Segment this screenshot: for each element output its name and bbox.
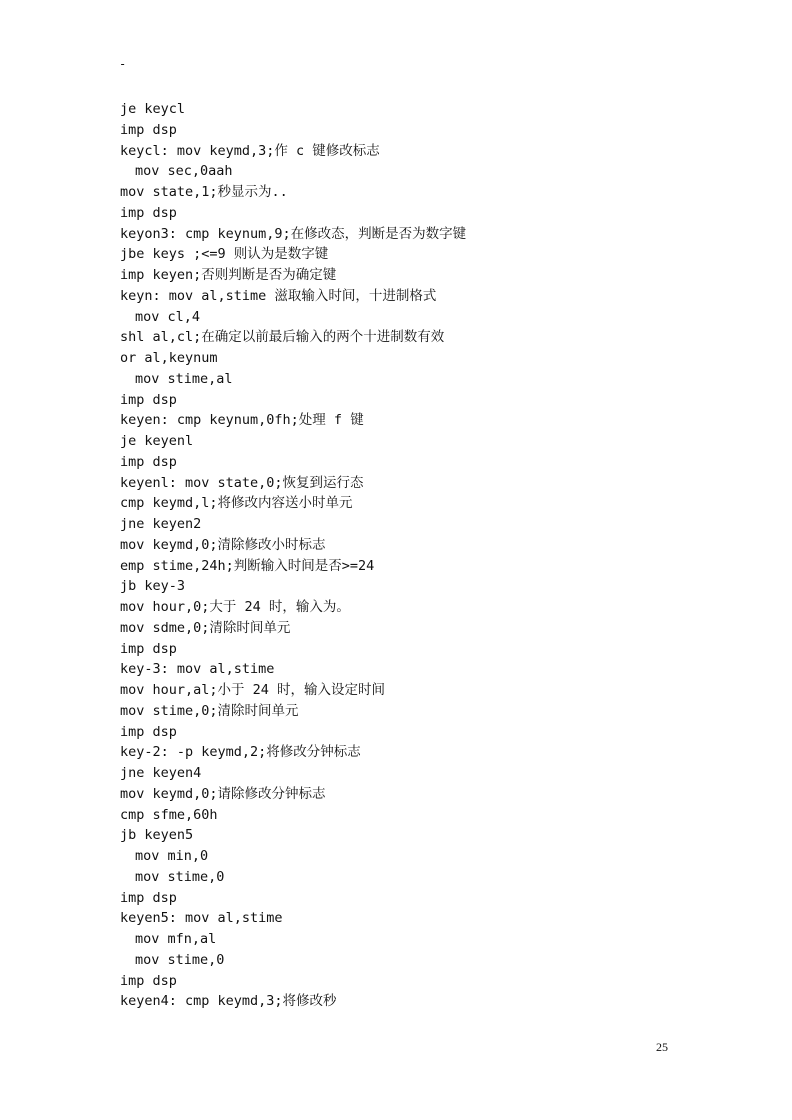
code-line: jbe keys ;<=9 则认为是数字键	[120, 246, 329, 263]
page-number: 25	[656, 1040, 668, 1054]
code-line: mov state,1;秒显示为..	[120, 184, 288, 200]
code-line: jb key-3	[120, 578, 186, 595]
code-line: keyn: mov al,stime 滋取输入时间，十进制格式	[120, 287, 437, 304]
code-line: jne keyen4	[120, 765, 202, 781]
code-line: mov stime,al	[135, 370, 233, 387]
code-line: cmp sfme,60h	[120, 806, 218, 823]
code-line: mov min,0	[135, 848, 209, 864]
code-line: keycl: mov keymd,3;作 c 键修改标志	[120, 142, 380, 159]
code-line: keyenl: mov state,0;恢复到运行态	[120, 474, 364, 491]
code-line: jb keyen5	[120, 827, 194, 844]
code-line: imp dsp	[120, 889, 177, 906]
code-line: mov stime,0	[135, 951, 225, 968]
code-listing	[120, 99, 760, 1012]
code-line: mov keymd,0;请除修改分钟标志	[120, 785, 326, 802]
code-line: mov stime,0	[135, 868, 225, 885]
code-line: imp dsp	[120, 453, 177, 470]
code-line: keyen4: cmp keymd,3;将修改秒	[120, 993, 337, 1010]
code-line: or al,keynum	[120, 350, 218, 366]
code-line: imp dsp	[120, 723, 177, 740]
page-header-mark: -	[119, 57, 127, 71]
code-line: imp dsp	[120, 972, 177, 989]
code-line: mov sec,0aah	[135, 163, 233, 180]
code-line: je keyenl	[120, 433, 194, 449]
code-line: mov hour,0;大于 24 时，输入为。	[120, 599, 350, 615]
code-line: emp stime,24h;判断输入时间是否>=24	[120, 557, 375, 574]
code-line: mov cl,4	[135, 308, 201, 325]
code-line: keyen: cmp keynum,0fh;处理 f 键	[120, 412, 364, 429]
code-line: mov sdme,0;清除时间单元	[120, 619, 291, 636]
code-line: imp dsp	[120, 391, 177, 408]
code-line: key-2: -p keymd,2;将修改分钟标志	[120, 744, 361, 761]
code-line: imp dsp	[120, 121, 177, 138]
code-line: mov stime,0;清除时间单元	[120, 702, 299, 719]
code-line: imp dsp	[120, 640, 177, 657]
code-line: mov hour,al;小于 24 时，输入设定时间	[120, 682, 386, 698]
code-line: je keycl	[120, 101, 186, 117]
code-line: key-3: mov al,stime	[120, 661, 275, 678]
code-line: keyon3: cmp keynum,9;在修改态，判断是否为数字键	[120, 225, 467, 242]
code-line: keyen5: mov al,stime	[120, 910, 283, 927]
code-line: imp keyen;否则判断是否为确定键	[120, 267, 337, 283]
code-line: mov mfn,al	[135, 931, 217, 947]
code-line: cmp keymd,l;将修改内容送小时单元	[120, 495, 353, 512]
code-line: shl al,cl;在确定以前最后输入的两个十进制数有效	[120, 329, 445, 346]
code-line: jne keyen2	[120, 516, 202, 532]
code-line: imp dsp	[120, 204, 177, 221]
code-line: mov keymd,0;清除修改小时标志	[120, 536, 326, 553]
